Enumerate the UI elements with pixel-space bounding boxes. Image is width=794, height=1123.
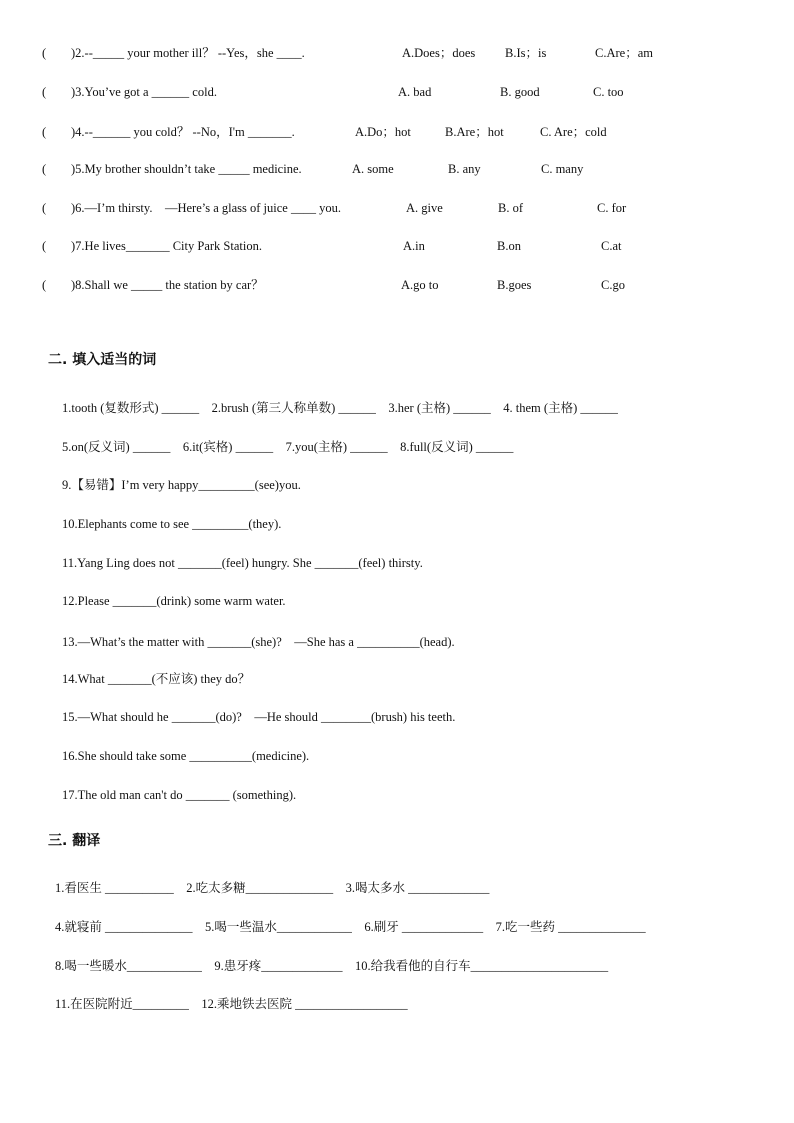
fill-in-line: 11.Yang Ling does not _______(feel) hungry. She _______(feel) thirsty. [62, 556, 423, 570]
choice-option-c: C. for [597, 201, 627, 215]
section-3-heading: 三. 翻译 [48, 833, 101, 849]
choice-option-c: C. many [541, 162, 584, 176]
choice-option-a: A.go to [401, 278, 439, 292]
choice-question: )8.Shall we _____ the station by car？ [71, 278, 264, 292]
fill-in-line: 12.Please _______(drink) some warm water. [62, 594, 286, 608]
translation-line: 8.喝一些暖水____________ 9.患牙疼_____________ 10.给我看他的自行车______________________ [55, 959, 609, 973]
choice-question: )2.--_____ your mother ill？ --Yes，she ____. [71, 46, 305, 60]
translation-line: 1.看医生 ___________ 2.吃太多糖______________ 3.喝太多水 _____________ [55, 881, 490, 895]
fill-in-line: 1.tooth (复数形式) ______ 2.brush (第三人称单数) ______ 3.her (主格) ______ 4. them (主格) ______ [62, 401, 618, 415]
fill-in-line: 15.—What should he _______(do)? —He should ________(brush) his teeth. [62, 710, 456, 724]
fill-in-line: 9.【易错】I’m very happy_________(see)you. [62, 478, 301, 492]
choice-option-a: A.Do；hot [355, 125, 411, 139]
choice-option-b: B.Is；is [505, 46, 547, 60]
choice-option-a: A.in [403, 239, 425, 253]
choice-option-a: A. bad [398, 85, 432, 99]
choice-option-b: B.Are；hot [445, 125, 504, 139]
choice-question: )6.—I’m thirsty. —Here’s a glass of juice ____ you. [71, 201, 341, 215]
choice-paren: ( [42, 162, 47, 176]
fill-in-line: 5.on(反义词) ______ 6.it(宾格) ______ 7.you(主格) ______ 8.full(反义词) ______ [62, 440, 514, 454]
choice-paren: ( [42, 85, 47, 99]
choice-option-b: B. any [448, 162, 481, 176]
choice-paren: ( [42, 46, 47, 60]
translation-line: 4.就寝前 ______________ 5.喝一些温水____________ 6.刷牙 _____________ 7.吃一些药 ______________ [55, 920, 646, 934]
fill-in-line: 10.Elephants come to see _________(they). [62, 517, 282, 531]
choice-question: )3.You’ve got a ______ cold. [71, 85, 217, 99]
choice-paren: ( [42, 239, 47, 253]
choice-option-b: B. good [500, 85, 540, 99]
choice-option-b: B.on [497, 239, 521, 253]
choice-option-a: A. some [352, 162, 394, 176]
choice-option-a: A.Does；does [402, 46, 476, 60]
choice-option-c: C.at [601, 239, 622, 253]
section-2-heading: 二. 填入适当的词 [48, 352, 157, 368]
choice-option-c: C.Are；am [595, 46, 653, 60]
choice-question: )7.He lives_______ City Park Station. [71, 239, 262, 253]
choice-question: )5.My brother shouldn’t take _____ medicine. [71, 162, 302, 176]
choice-paren: ( [42, 201, 47, 215]
choice-option-b: B. of [498, 201, 523, 215]
fill-in-line: 13.—What’s the matter with _______(she)? —She has a __________(head). [62, 635, 455, 649]
fill-in-line: 16.She should take some __________(medicine). [62, 749, 310, 763]
translation-line: 11.在医院附近_________ 12.乘地铁去医院 __________________ [55, 997, 408, 1011]
choice-option-c: C. Are；cold [540, 125, 607, 139]
choice-option-c: C. too [593, 85, 624, 99]
choice-question: )4.--______ you cold？ --No，I'm _______. [71, 125, 295, 139]
fill-in-line: 14.What _______(不应该) they do？ [62, 672, 251, 686]
choice-option-c: C.go [601, 278, 625, 292]
choice-option-b: B.goes [497, 278, 532, 292]
choice-paren: ( [42, 278, 47, 292]
choice-option-a: A. give [406, 201, 443, 215]
fill-in-line: 17.The old man can't do _______ (something). [62, 788, 297, 802]
choice-paren: ( [42, 125, 47, 139]
